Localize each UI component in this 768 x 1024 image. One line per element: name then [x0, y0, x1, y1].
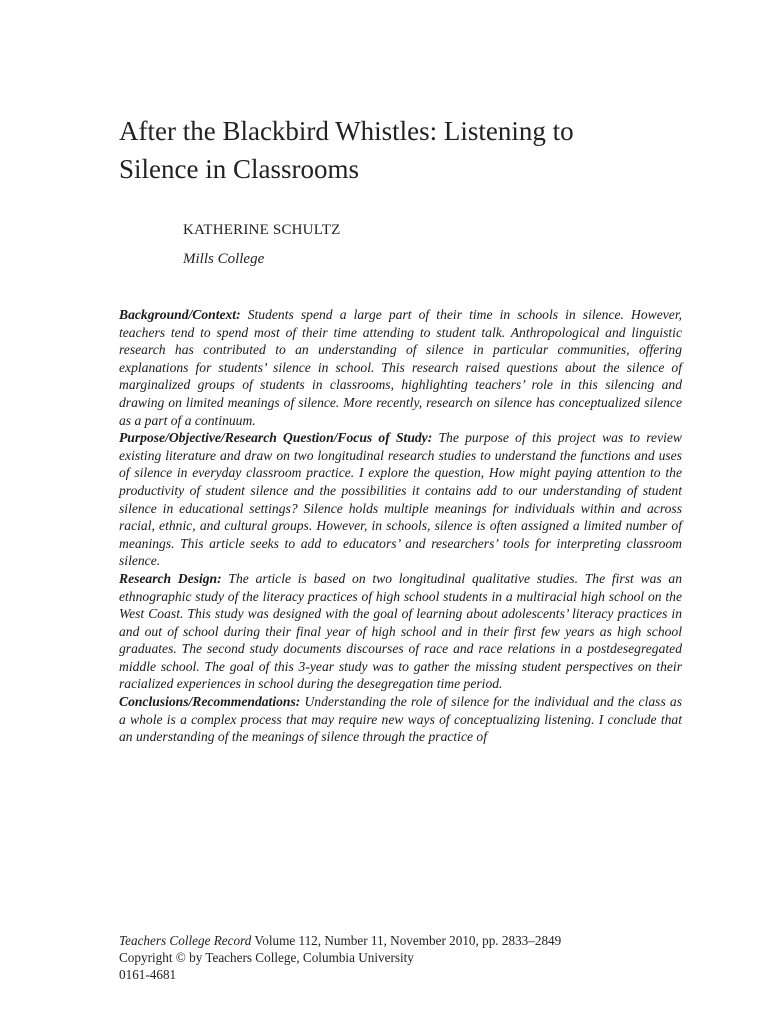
citation-details: Volume 112, Number 11, November 2010, pp. 2833–2849	[251, 933, 562, 948]
abstract-text: The article is based on two longitudinal qualitative studies. The first was an ethnographic study of the literacy practices of high school students in a multiracial high school on the West Coast. This study was designed with the goal of learning about adolescents’ literacy practices in and out of school during their final year of high school and in their first few years as high school graduates. The second study documents discourses of race and race relations in a postdesegregated middle school. The goal of this 3-year study was to gather the missing student perspectives on their racialized experiences in school during the desegregation time period.	[119, 570, 682, 692]
abstract-heading: Purpose/Objective/Research Question/Focus of Study:	[119, 430, 433, 446]
abstract-section-purpose	[119, 429, 682, 570]
abstract-heading: Background/Context:	[119, 307, 241, 322]
copyright-line: Copyright © by Teachers College, Columbia University	[119, 949, 414, 965]
abstract-text: Students spend a large part of their time in schools in silence. However, teachers tend to spend most of their time attending to student talk. Anthropological and linguistic research has contributed to an understanding of silence in particular communities, offering explanations for students’ silence in school. This research raised questions about the silence of marginalized groups of students in classrooms, highlighting teachers’ role in this silencing and drawing on limited meanings of silence. More recently, research on silence has conceptualized silence as a part of a continuum.	[119, 307, 683, 428]
abstract-heading: Conclusions/Recommendations:	[119, 694, 301, 710]
abstract-section-background	[119, 306, 682, 429]
page-footer	[119, 933, 679, 983]
author-name: KATHERINE SCHULTZ	[183, 222, 341, 238]
abstract-text: Understanding the role of silence for the individual and the class as a whole is a complex process that may require new ways of conceptualizing listening. I conclude that an understanding of the meanings of silence through the practice of	[119, 694, 682, 745]
article-title	[119, 112, 719, 188]
citation-line	[119, 933, 679, 950]
abstract	[119, 306, 682, 746]
journal-name: Teachers College Record	[119, 933, 252, 948]
article-title-line-2: Silence in Classrooms	[119, 154, 359, 184]
abstract-heading: Research Design:	[119, 570, 222, 586]
article-title-line-1: After the Blackbird Whistles: Listening to	[119, 116, 574, 146]
author-affiliation: Mills College	[183, 251, 265, 267]
abstract-text: The purpose of this project was to review existing literature and draw on two longitudinal research studies to understand the functions and uses of silence in everyday classroom practice. I explore the question, How might paying attention to the productivity of student silence and the possibilities it contains add to our understanding of student silence in educational settings? Silence holds multiple meanings for individuals within and across racial, ethnic, and cultural groups. However, in schools, silence is often assigned a limited number of meanings. This article seeks to add to educators’ and researchers’ tools for interpreting classroom silence.	[119, 430, 683, 569]
abstract-section-design	[119, 570, 682, 693]
abstract-section-conclusions	[119, 693, 682, 746]
issn-line: 0161-4681	[119, 966, 177, 982]
